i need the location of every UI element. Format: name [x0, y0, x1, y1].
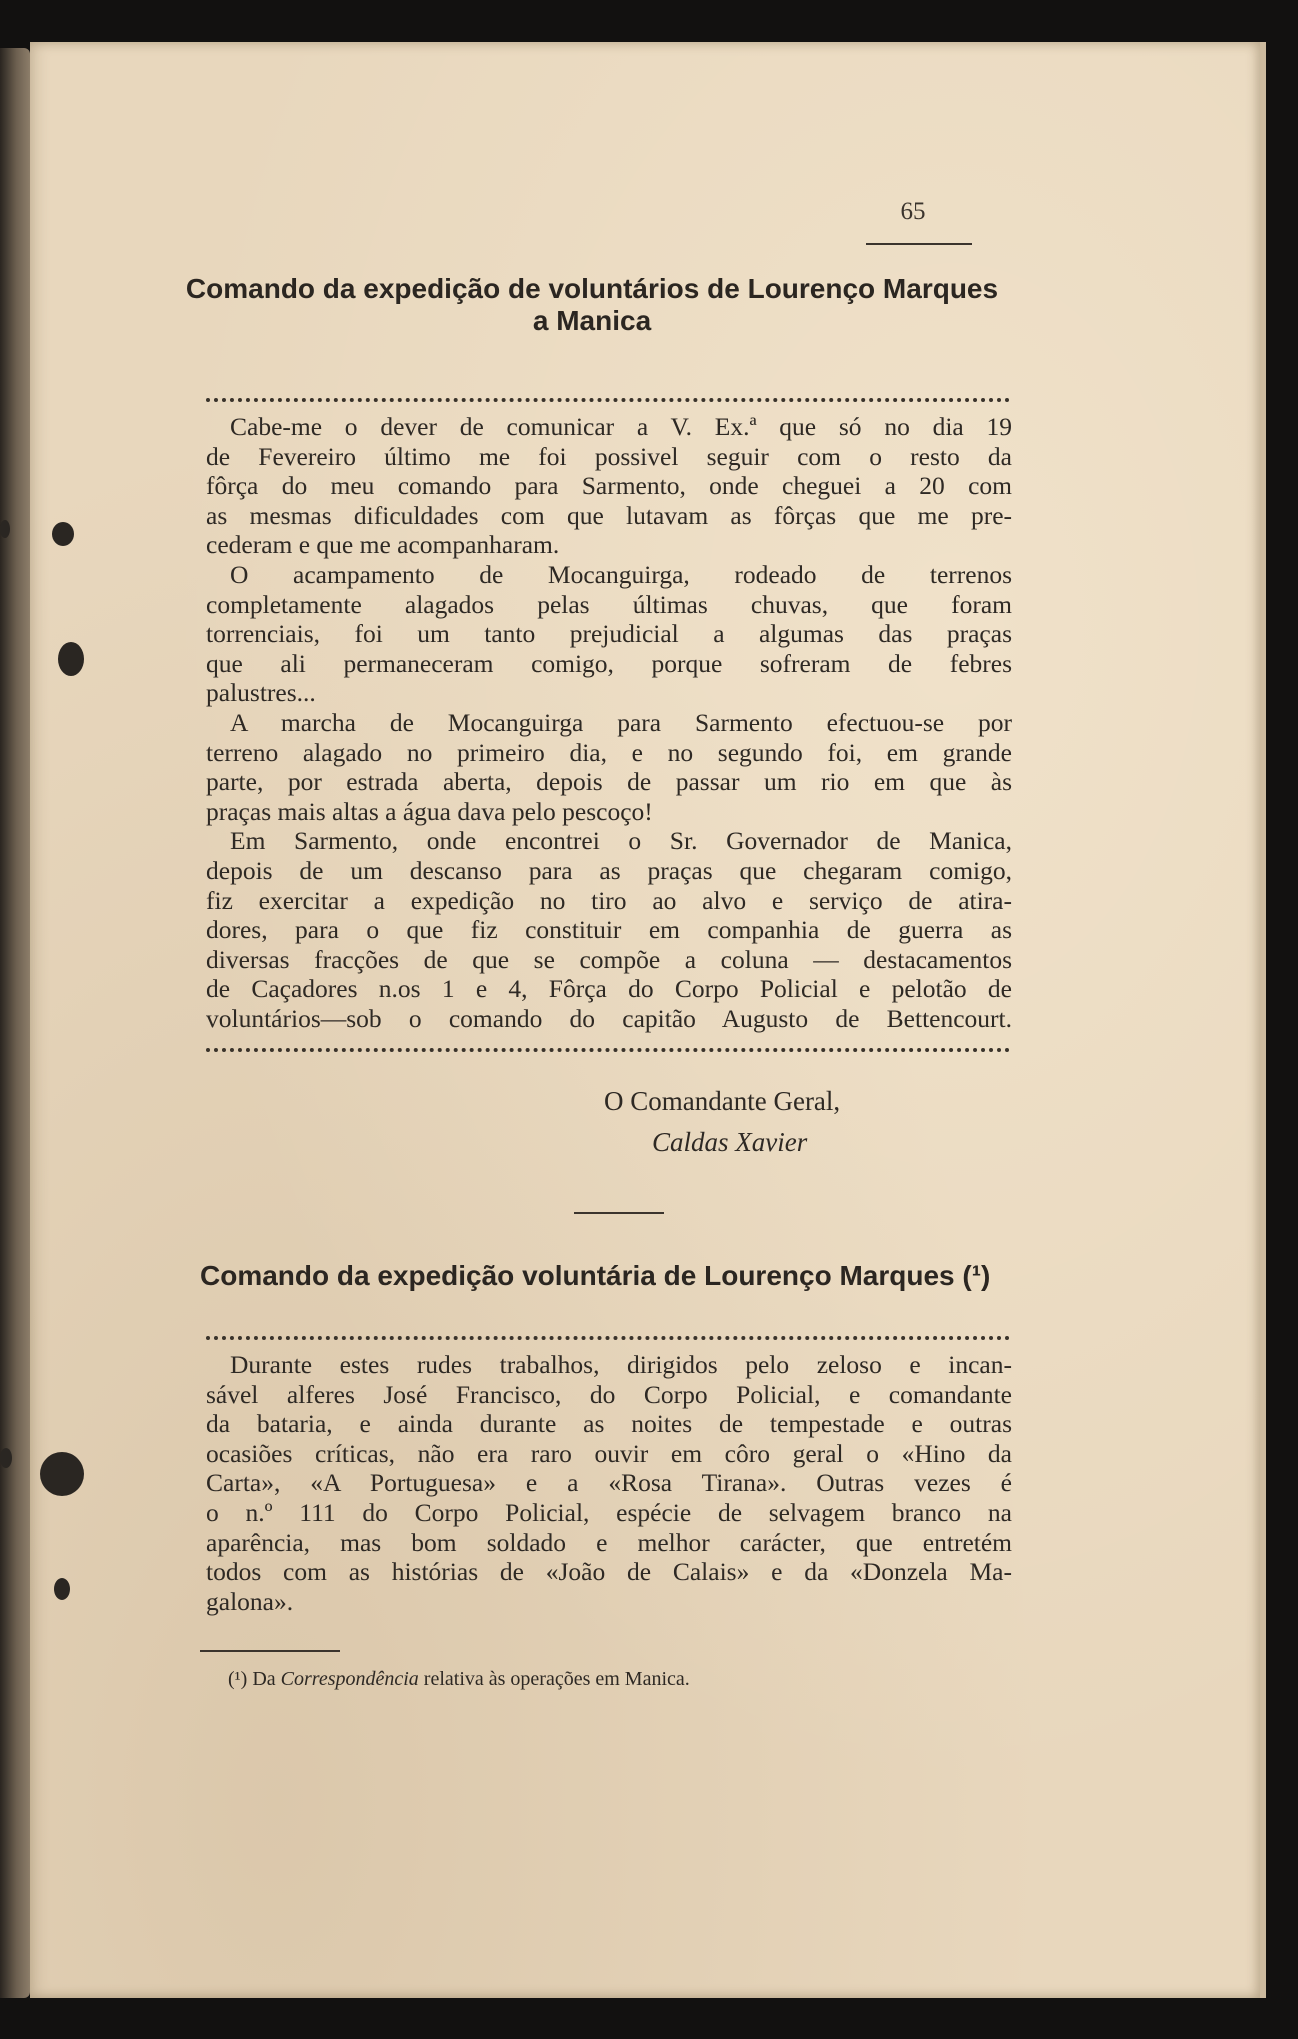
text-line: praças mais altas a água dava pelo pescoço!	[206, 796, 653, 826]
text-line: sável alferes José Francisco, do Corpo Policial, e comandante	[206, 1379, 1012, 1409]
text-line: fiz exercitar a expedição no tiro ao alvo e serviço de atira-	[206, 885, 1012, 915]
text-line: galona».	[206, 1586, 294, 1616]
text-line: diversas fracções de que se compõe a coluna — destacamentos	[206, 944, 1012, 974]
text-line: que ali permaneceram comigo, porque sofreram de febres	[206, 648, 1012, 678]
binding-hole	[54, 1578, 70, 1600]
footnote-source-title: Correspondência	[280, 1668, 419, 1690]
text-line: completamente alagados pelas últimas chuvas, que foram	[206, 589, 1012, 619]
binding-hole	[0, 1448, 12, 1468]
ellipsis-divider	[206, 1336, 1010, 1340]
text-line: da bataria, e ainda durante as noites de tempestade e outras	[206, 1409, 1012, 1439]
text-line: de Caçadores n.os 1 e 4, Fôrça do Corpo Policial e pelotão de	[206, 974, 1012, 1004]
text-line: depois de um descanso para as praças que chegaram comigo,	[206, 855, 1012, 885]
footnote-prefix: Da	[252, 1668, 276, 1690]
text-line: cederam e que me acompanharam.	[206, 530, 560, 560]
text-line: O acampamento de Mocanguirga, rodeado de terrenos	[230, 559, 1012, 589]
section-2-body	[206, 1350, 1012, 1616]
ellipsis-divider	[206, 398, 1010, 402]
text-line: voluntários—sob o comando do capitão Augusto de Bettencourt.	[206, 1003, 1012, 1033]
text-line: torrenciais, foi um tanto prejudicial a algumas das praças	[206, 619, 1012, 649]
footnote-marker: (¹)	[228, 1668, 248, 1690]
section-separator	[574, 1212, 664, 1214]
footnote-suffix: relativa às operações em Manica.	[423, 1668, 690, 1690]
footnote	[228, 1668, 690, 1691]
page-number-rule	[866, 243, 972, 245]
section-1-heading: Comando da expedição de voluntários de Lourenço Marques a Manica	[185, 273, 999, 336]
text-line: Cabe-me o dever de comunicar a V. Ex.ª que só no dia 19	[230, 412, 1012, 441]
binding-hole	[52, 522, 74, 546]
text-line: aparência, mas bom soldado e melhor carácter, que entretém	[206, 1527, 1012, 1557]
footnote-rule	[200, 1650, 340, 1652]
adjacent-page-edge	[0, 48, 30, 1998]
text-line: palustres...	[206, 678, 316, 708]
binding-hole	[40, 1452, 84, 1496]
ellipsis-divider	[206, 1048, 1010, 1052]
text-line: ocasiões críticas, não era raro ouvir em côro geral o «Hino da	[206, 1438, 1012, 1468]
section-1-body	[206, 412, 1012, 1033]
text-line: de Fevereiro último me foi possivel seguir com o resto da	[206, 441, 1012, 471]
binding-hole	[58, 642, 84, 676]
text-line: Carta», «A Portuguesa» e a «Rosa Tirana». Outras vezes é	[206, 1468, 1012, 1498]
text-line: Durante estes rudes trabalhos, dirigidos pelo zeloso e incan-	[230, 1350, 1012, 1379]
page-number: 65	[900, 198, 926, 225]
section-2-heading: Comando da expedição voluntária de Lourenço Marques (¹)	[200, 1260, 991, 1291]
signature-title: O Comandante Geral,	[604, 1086, 841, 1116]
text-line: as mesmas dificuldades com que lutavam as fôrças que me pre-	[206, 500, 1012, 530]
text-line: Em Sarmento, onde encontrei o Sr. Governador de Manica,	[230, 826, 1012, 856]
text-line: A marcha de Mocanguirga para Sarmento efectuou-se por	[230, 707, 1012, 737]
text-line: dores, para o que fiz constituir em companhia de guerra as	[206, 915, 1012, 945]
text-line: o n.º 111 do Corpo Policial, espécie de selvagem branco na	[206, 1497, 1012, 1527]
text-line: fôrça do meu comando para Sarmento, onde cheguei a 20 com	[206, 471, 1012, 501]
text-line: todos com as histórias de «João de Calais» e da «Donzela Ma-	[206, 1557, 1012, 1587]
binding-hole	[0, 520, 10, 538]
text-line: parte, por estrada aberta, depois de passar um rio em que às	[206, 767, 1012, 797]
signature-name: Caldas Xavier	[652, 1127, 808, 1157]
text-line: terreno alagado no primeiro dia, e no segundo foi, em grande	[206, 737, 1012, 767]
